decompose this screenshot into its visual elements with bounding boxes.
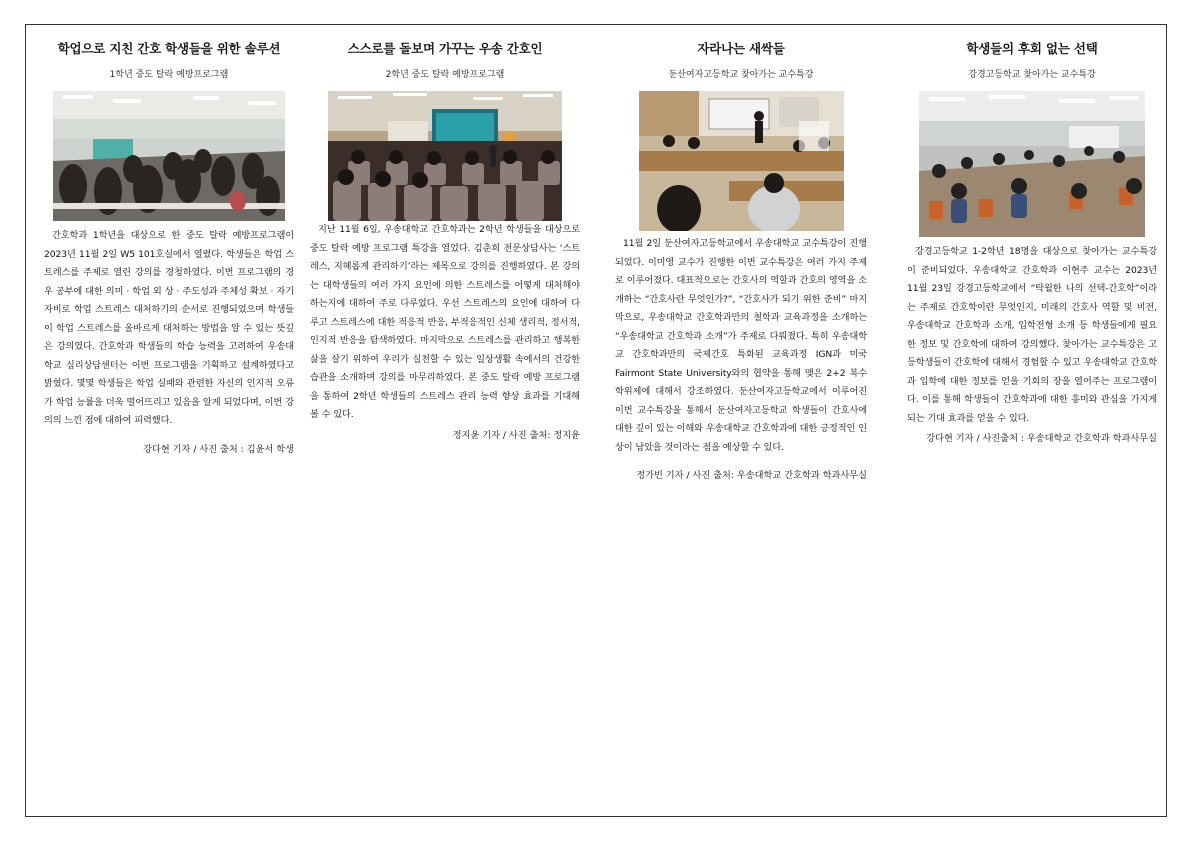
article-2 [310, 39, 580, 445]
article-credit: 강다현 기자 / 사진 출처 : 김윤서 학생 [143, 443, 294, 455]
article-credit: 정지윤 기자 / 사진 출처: 정지윤 [452, 429, 580, 441]
article-3 [615, 39, 867, 485]
article-subtitle: 강경고등학교 찾아가는 교수특강 [968, 70, 1096, 80]
article-body: 지난 11월 6일, 우송대학교 간호학과는 2학년 학생들을 대상으로 중도 탈락 예방 프로그램 특강을 열었다. 김춘희 전문상담사는 ‘스트레스, 지혜롭게 관리하기’라는 제목으로 강의를 진행하였다. 본 강의는 대학생들의 여러 가지 요인에 의한 스트레스를 어떻게 대처해야 하는지에 대하여 주로 다루었다. 우선 스트레스의 요인에 대하여 다루고 스트레스에 대한 적응적 반응, 부적응적인 신체 생리적, 정서적, 인지적 반응을 탐색하였다. 마지막으로 스트레스를 관리하고 행복한 삶을 살기 위하여 우리가 실천할 수 있는 일상생활 속에서의 건강한 습관을 소개하며 강의를 마무리하였다. 본 중도 탈락 예방 프로그램을 통하여 2학년 학생들의 스트레스 관리 능력 향상 효과를 기대해 볼 수 있다. [310, 224, 580, 420]
article-4 [907, 39, 1157, 448]
article-body: 11월 2일 둔산여자고등학교에서 우송대학교 교수특강이 진행되었다. 이미영 교수가 진행한 이번 교수특강은 여러 가지 주제로 이루어졌다. 대표적으로는 간호사의 역할과 간호의 영역을 소개하는 “간호사란 무엇인가?”, “간호사가 되기 위한 준비” 마지막으로, 우송대학교 간호학과만의 철학과 교육과정을 소개하는 “우송대학교 간호학과 소개”가 주제로 다뤄졌다. 특히 우송대학교 간호학과만의 국제간호 특화된 교육과정 IGN과 미국 Fairmont State University와의 협약을 통해 맺은 2+2 복수 학위제에 대해서 강조하였다. 둔산여자고등학교에서 이루어진 이번 교수특강을 통해서 둔산여자고등학교 학생들이 간호사에 대한 깊이 있는 이해와 우송대학교 간호학과에 대한 긍정적인 인상이 남았을 것이라는 점을 예상할 수 있다. [615, 238, 867, 453]
article-body: 강경고등학교 1-2학년 18명을 대상으로 찾아가는 교수특강이 준비되었다. 우송대학교 간호학과 이현주 교수는 2023년 11월 23일 강경고등학교에서 “탁월한 나의 선택-간호학”이라는 주제로 간호학이란 무엇인지, 미래의 간호사 역할 및 비전, 우송대학교 간호학과 소개, 입학전형 소개 등 학생들에게 필요한 정보 및 간호학에 대하여 강의했다. 찾아가는 교수특강은 고등학생들이 간호학에 대해서 경험할 수 있고 우송대학교 간호학과 입학에 대한 정보를 얻을 기회의 장을 열어주는 프로그램이다. 이를 통해 학생들이 간호학과에 대한 흥미와 관심을 가지게 되는 기대 효과를 얻을 수 있다. [907, 246, 1157, 424]
article-credit: 강다현 기자 / 사진출처 : 우송대학교 간호학과 학과사무실 [926, 433, 1157, 444]
auditorium-photo [328, 91, 562, 221]
page-frame [25, 24, 1167, 817]
article-1 [44, 39, 294, 459]
article-title: 학생들의 후회 없는 선택 [966, 41, 1098, 56]
article-title: 자라나는 새싹들 [697, 41, 785, 56]
article-subtitle: 1학년 중도 탈락 예방프로그램 [109, 70, 229, 80]
article-body: 간호학과 1학년을 대상으로 한 중도 탈락 예방프로그램이 2023년 11월 2일 W5 101호실에서 열렸다. 학생들은 학업 스트레스를 주제로 열린 강의를 경청하였다. 이번 프로그램의 경우 공부에 대한 의미 · 학업 외 상 · 주도성과 주체성 확보 · 자기 자비로 학업 스트레스 대처하기의 순서로 진행되었으며 학생들이 학업 스트레스를 올바르게 대처하는 방법을 알 수 있는 뜻깊은 강의였다. 간호학과 학생들의 학습 능력을 고려하여 우송대학교 심리상담센터는 이번 프로그램을 기획하고 설계하였다고 밝혔다. 몇몇 학생들은 학업 실패와 관련한 자신의 인지적 오류가 학업 능률을 더욱 떨어뜨리고 있음을 알게 되었다며, 이번 강의의 느낀 점에 대하여 피력했다. [44, 230, 294, 426]
article-title: 학업으로 지친 간호 학생들을 위한 솔루션 [57, 41, 281, 56]
article-subtitle: 둔산여자고등학교 찾아가는 교수특강 [668, 70, 814, 80]
article-subtitle: 2학년 중도 탈락 예방프로그램 [385, 70, 505, 80]
lecture-hall-photo [53, 91, 285, 221]
article-title: 스스로를 돌보며 가꾸는 우송 간호인 [347, 41, 543, 56]
article-credit: 정가빈 기자 / 사진 출처: 우송대학교 간호학과 학과사무실 [636, 470, 867, 481]
group-classroom-photo [919, 91, 1145, 237]
classroom-photo [639, 91, 844, 231]
